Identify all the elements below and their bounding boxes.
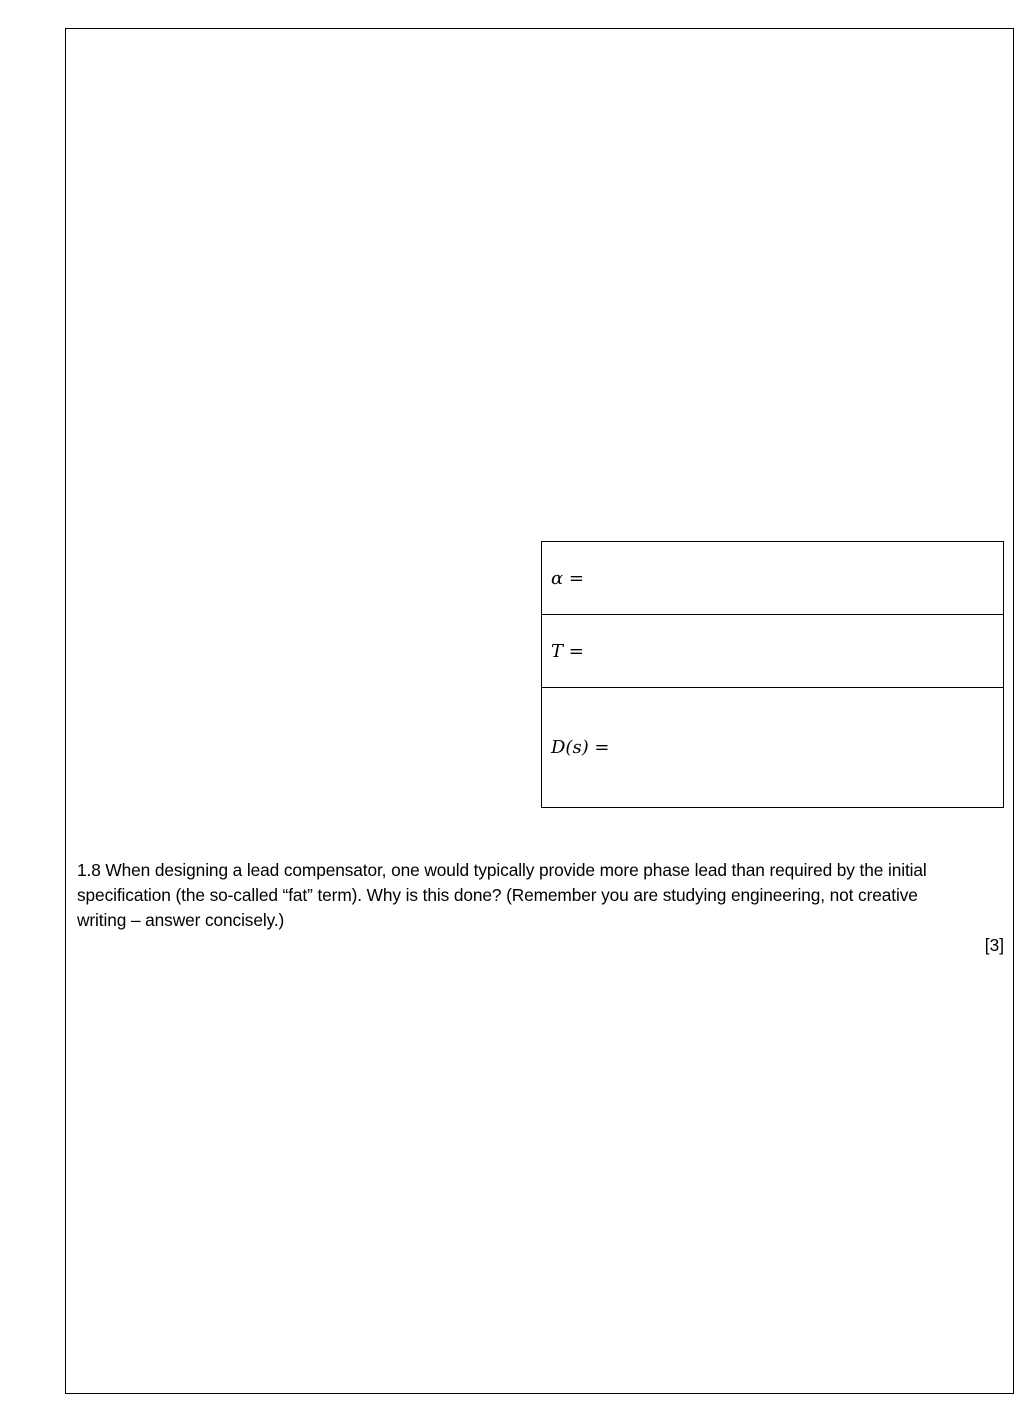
answer-row-t — [542, 615, 1004, 688]
answer-row-ds — [542, 688, 1004, 808]
t-label: T = — [551, 640, 584, 662]
ds-label: D(s) = — [551, 737, 610, 758]
answer-row-alpha — [542, 542, 1004, 615]
marks-label: [3] — [984, 935, 1004, 955]
question-line-2: specification (the so-called “fat” term). Why is this done? (Remember you are studying engineering, not creative — [77, 885, 918, 905]
t-answer-field[interactable] — [542, 615, 1004, 688]
question-line-3: writing – answer concisely.) — [77, 910, 285, 930]
answer-box — [541, 541, 1004, 808]
question-1-8 — [77, 858, 1007, 933]
alpha-label: α = — [551, 567, 584, 589]
ds-answer-field[interactable] — [542, 688, 1004, 808]
alpha-answer-field[interactable] — [542, 542, 1004, 615]
question-line-1: 1.8 When designing a lead compensator, one would typically provide more phase lead than required by the initial — [77, 860, 927, 880]
